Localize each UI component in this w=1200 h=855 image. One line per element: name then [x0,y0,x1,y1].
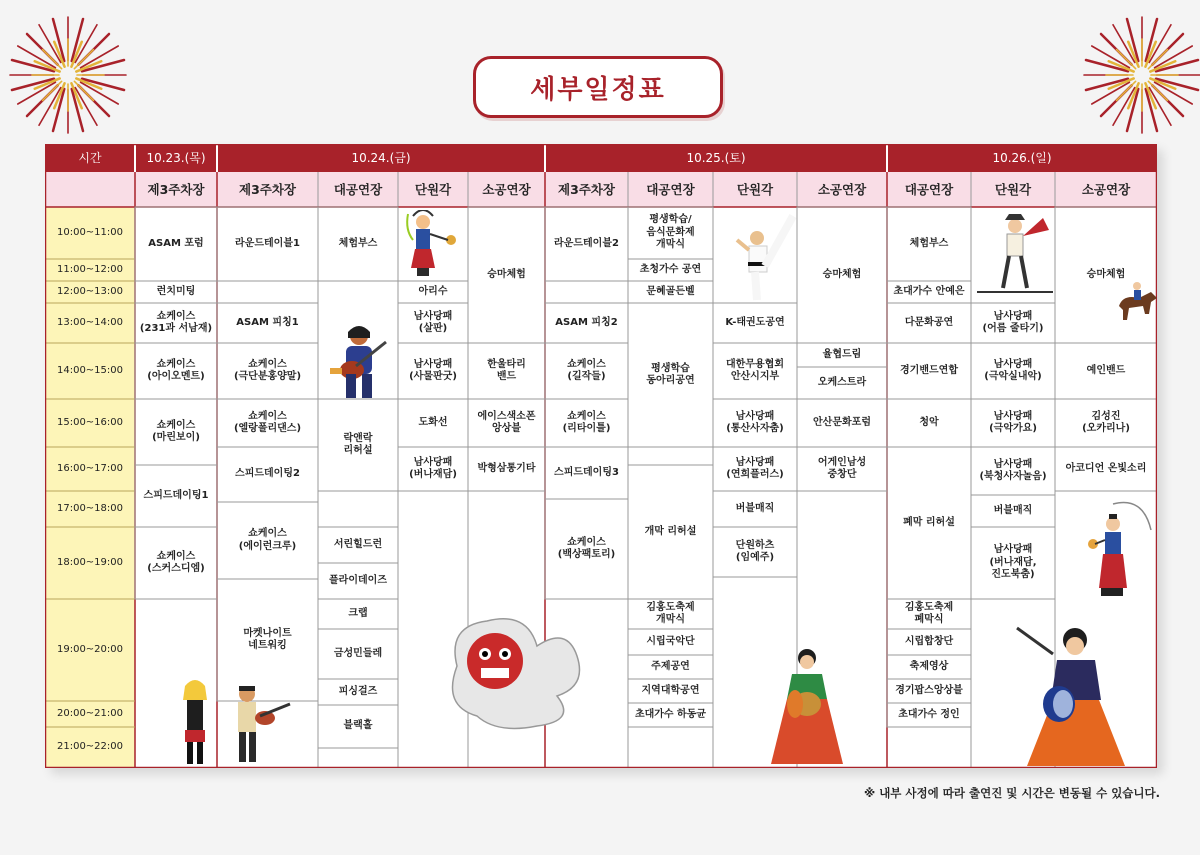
event-cell: 초청가수 공연 [639,263,702,275]
event-cell: 버블매직 [993,504,1033,516]
event-cell: 개막 리허설 [644,525,697,537]
event-cell: ASAM 피칭2 [555,316,618,328]
time-slot: 16:00~17:00 [56,462,123,474]
page-title: 세부일정표 [473,56,723,118]
jultagi-dancer-icon [403,210,465,280]
event-cell: 율협드림 [822,348,862,360]
event-cell: 피싱걸즈 [338,685,378,697]
venue-header: 대공연장 [646,181,695,197]
event-cell: 초대가수 하동균 [634,708,707,720]
event-cell: 승마체험 [822,268,862,280]
firework-right-icon [1072,15,1200,145]
event-cell: 주제공연 [651,660,690,672]
event-cell: 초대가수 안예은 [893,285,965,297]
event-cell: 체험부스 [338,237,378,249]
time-slot: 18:00~19:00 [56,556,123,568]
event-cell: 쇼케이스 (리타이틀) [562,410,611,434]
event-cell: 청악 [919,416,939,428]
venue-header: 제3주차장 [558,181,615,197]
event-cell: 락앤락 리허설 [343,432,373,456]
event-cell: 남사당패 (버나재담) [409,456,457,480]
time-slot: 15:00~16:00 [56,416,123,428]
event-cell: 쇼케이스 (스커스디엠) [147,550,205,574]
date-header: 10.24.(금) [351,150,411,165]
event-cell: 마켓나이트 네트워킹 [243,627,292,651]
time-slot: 11:00~12:00 [56,263,123,275]
event-cell: 평생학습 동아리공연 [646,362,695,386]
schedule-table [45,144,1157,768]
event-cell: 에이스색소폰 앙상블 [477,410,536,434]
time-slot: 20:00~21:00 [56,707,123,719]
event-cell: 플라이데이즈 [329,574,387,586]
event-cell: 금성민들레 [333,647,383,659]
haetae-mask-icon [437,606,587,736]
event-cell: 남사당패 (어름 줄타기) [982,310,1044,334]
event-cell: 크랩 [348,607,368,619]
event-cell: 남사당패 (통산사자춤) [726,410,784,434]
event-cell: 승마체험 [1086,268,1126,280]
event-cell: 서린힐드런 [333,538,383,550]
event-cell: 경기팝스앙상블 [895,684,963,696]
event-cell: 라운드테이블2 [554,237,619,249]
taekwondo-kick-icon [735,210,797,302]
event-cell: 스피드데이팅2 [235,468,300,480]
date-header: 10.25.(토) [686,150,746,165]
venue-header: 소공연장 [817,181,867,197]
event-cell: 쇼케이스 (길작들) [567,358,606,382]
event-cell: 예인밴드 [1086,364,1126,376]
time-header: 시간 [78,150,102,165]
event-cell: 다문화공연 [904,316,954,328]
event-cell: 축제영상 [909,660,949,672]
time-slot: 14:00~15:00 [56,364,123,376]
event-cell: 남사당패 (극악실내악) [984,358,1042,382]
event-cell: 김홍도축제 개막식 [646,601,695,625]
event-cell: ASAM 포럼 [148,237,204,249]
event-cell: 한울타리 밴드 [487,358,526,382]
event-cell: 아코디언 온빛소리 [1065,462,1147,474]
event-cell: 런치미팅 [156,285,196,297]
event-cell: 버블매직 [735,502,775,514]
drummer-icon [1013,620,1133,768]
date-header: 10.26.(일) [992,150,1052,165]
event-cell: 남사당패 (북청사자놀음) [979,458,1047,482]
venue-header: 대공연장 [333,181,383,197]
venue-header: 제3주차장 [147,181,205,197]
event-cell: 블랙홀 [343,720,373,732]
event-cell: 쇼케이스 (에이런크루) [238,528,297,552]
time-slot: 13:00~14:00 [56,316,123,328]
schedule-notice: ※ 내부 사정에 따라 출연진 및 시간은 변동될 수 있습니다. [864,786,1160,800]
event-cell: 경기밴드연합 [900,364,958,376]
event-cell: 도화선 [418,416,448,428]
time-slot: 17:00~18:00 [56,502,123,514]
event-cell: 쇼케이스 (백상팩토리) [557,536,616,560]
event-cell: 시립국악단 [646,635,695,647]
event-cell: 스피드데이팅3 [554,466,619,478]
event-cell: 어게인남성 중창단 [817,456,867,480]
event-cell: 오케스트라 [817,376,867,388]
venue-header: 대공연장 [904,181,954,197]
event-cell: 아리수 [418,285,448,297]
event-cell: 박형삼통기타 [477,462,536,474]
event-cell: 초대가수 정인 [898,708,960,720]
event-cell: 폐막 리허설 [903,516,955,528]
venue-header: 단원각 [736,181,774,197]
event-cell: 쇼케이스 (극단분홍양말) [233,358,302,382]
event-cell: 지역대학공연 [641,684,700,696]
event-cell: 김홍도축제 폐막식 [904,601,954,625]
event-cell: 김성진 (오카리나) [1082,410,1130,434]
time-slot: 10:00~11:00 [56,226,123,238]
event-cell: 남사당패 (살판) [413,310,453,334]
event-cell: 단원하츠 (임예주) [735,539,775,563]
event-cell: 대한무용협회 안산시지부 [726,358,784,382]
event-cell: 스피드데이팅1 [143,489,209,501]
event-cell: ASAM 피칭1 [236,316,299,328]
time-slot: 19:00~20:00 [56,643,123,655]
venue-header: 제3주차장 [239,181,296,197]
janggu-dancer-icon [757,644,847,768]
guitarist-icon [326,324,392,402]
venue-header: 소공연장 [482,181,531,197]
time-slot: 12:00~13:00 [56,285,123,297]
event-cell: 쇼케이스 (엘랑폴리댄스) [233,410,302,434]
event-cell: 쇼케이스 (마린보이) [152,419,200,443]
horse-rider-icon [1113,280,1163,326]
event-cell: 체험부스 [909,237,949,249]
event-cell: K-태권도공연 [725,316,785,328]
singer-duo-icon [165,676,295,768]
event-cell: 안산문화포럼 [813,416,871,428]
date-header: 10.23.(목) [146,150,206,165]
event-cell: 승마체험 [487,268,526,280]
event-cell: 남사당패 (극악가요) [989,410,1037,434]
event-cell: 남사당패 (사물판굿) [409,358,457,382]
juldagi-acrobat-icon [977,210,1053,300]
event-cell: 남사당패 (연희플러스) [726,456,784,480]
time-slot: 21:00~22:00 [56,741,123,753]
sangmo-dancer-icon [1083,500,1155,600]
event-cell: 쇼케이스 (아이오멘트) [147,358,205,382]
venue-header: 단원각 [414,181,452,197]
venue-header: 소공연장 [1081,181,1131,197]
event-cell: 쇼케이스 (231과 서남재) [139,310,213,334]
event-cell: 시립합창단 [904,635,954,647]
firework-left-icon [0,15,135,145]
event-cell: 남사당패 (버나재담, 진도북춤) [989,544,1037,581]
venue-header: 단원각 [994,181,1032,197]
event-cell: 평생학습/ 음식문화제 개막식 [646,214,695,251]
event-cell: 라운드테이블1 [235,237,300,249]
event-cell: 문혜골든벨 [646,285,695,297]
